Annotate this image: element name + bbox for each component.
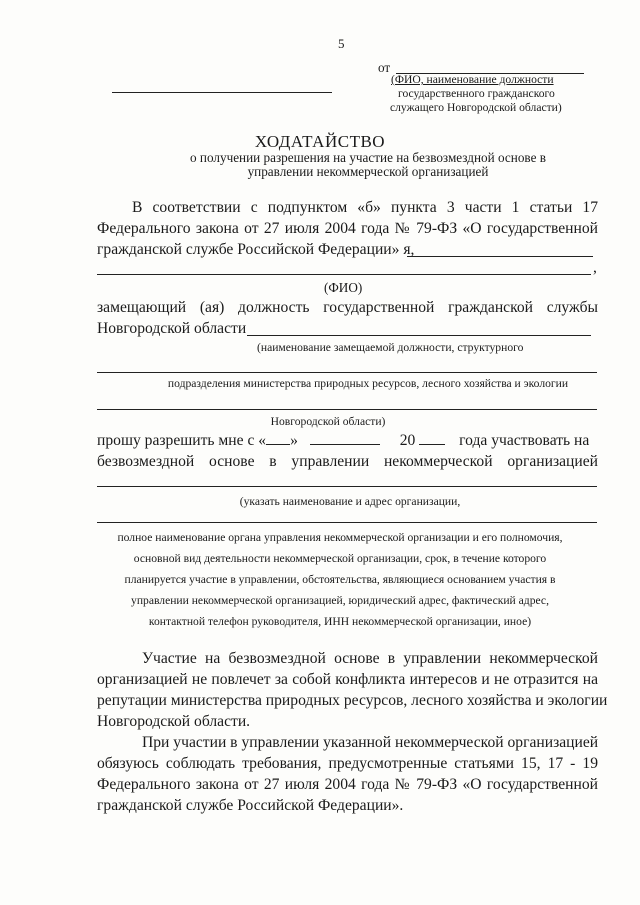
request-mid: » (290, 432, 298, 449)
name-fill-line (407, 256, 593, 257)
request-prefix: прошу разрешить мне с « (97, 432, 267, 449)
org-fill-line (97, 486, 597, 487)
position-fill-line-3 (97, 409, 597, 410)
intro-line-1: В соответствии с подпунктом «б» пункта 3 части 1 статьи 17 (132, 199, 598, 216)
position-caption-1: (наименование замещаемой должности, структурного (257, 341, 524, 354)
request-line-2: безвозмездной основе в управлении некоммерческой организацией (97, 453, 598, 470)
para2-line-1: При участии в управлении указанной некоммерческой организацией (142, 734, 599, 751)
header-caption-2: государственного гражданского (398, 87, 555, 100)
request-caption-3: основной вид деятельности некоммерческой организации, срок, в течение которого (133, 552, 547, 565)
header-caption-1: (ФИО, наименование должности (391, 73, 554, 86)
request-caption-4: планируется участие в управлении, обстоятельства, являющиеся основанием участия в (124, 573, 556, 586)
para1-line-3: репутации министерства природных ресурсов, лесного хозяйства и экологии (97, 692, 608, 709)
org-fill-line-2 (97, 522, 597, 523)
request-caption-6: контактной телефон руководителя, ИНН некоммерческой организации, иное) (148, 615, 532, 628)
header-caption-3: служащего Новгородской области) (390, 101, 562, 114)
position-fill-line-2 (97, 372, 597, 373)
month-blank (310, 432, 380, 445)
request-suffix: года участвовать на (459, 432, 590, 449)
para2-line-3: Федерального закона от 27 июля 2004 года № 79-ФЗ «О государственной (97, 776, 598, 793)
page-number: 5 (338, 36, 345, 51)
date-signature-line (112, 92, 332, 93)
request-caption-1: (указать наименование и адрес организации, (239, 495, 461, 508)
position-line-2: Новгородской области (97, 320, 247, 337)
day-blank (266, 432, 290, 445)
request-caption-5: управлении некоммерческой организацией, юридический адрес, фактический адрес, (131, 594, 549, 607)
position-caption-3: Новгородской области) (270, 415, 386, 428)
year-blank (419, 432, 445, 445)
position-fill-line (247, 335, 591, 336)
request-caption-2: полное наименование органа управления некоммерческой организации и его полномочия, (117, 531, 563, 544)
subtitle-line-1: о получении разрешения на участие на безвозмездной основе в (190, 150, 546, 165)
position-line-1: замещающий (ая) должность государственной гражданской службы (97, 299, 598, 316)
request-line-1 (97, 432, 598, 450)
position-caption-2: подразделения министерства природных ресурсов, лесного хозяйства и экологии (167, 377, 569, 390)
para1-line-2: организацией не повлечет за собой конфликта интересов и не отразится на (97, 671, 598, 688)
para1-line-4: Новгородской области. (97, 713, 251, 730)
name-fill-line-2 (97, 274, 591, 275)
fio-caption: (ФИО) (324, 280, 363, 295)
request-year: 20 (399, 432, 416, 449)
subtitle-line-2: управлении некоммерческой организацией (247, 164, 489, 179)
document-title: ХОДАТАЙСТВО (254, 132, 386, 151)
para2-line-2: обязуюсь соблюдать требования, предусмотренные статьями 15, 17 - 19 (97, 755, 598, 772)
from-label: от (378, 60, 391, 75)
intro-line-2: Федерального закона от 27 июля 2004 года № 79-ФЗ «О государственной (97, 220, 598, 237)
para2-line-4: гражданской службе Российской Федерации». (97, 797, 404, 814)
intro-comma: , (593, 259, 597, 276)
para1-line-1: Участие на безвозмездной основе в управлении некоммерческой (142, 650, 598, 667)
intro-line-3: гражданской службе Российской Федерации» я, (97, 241, 415, 258)
